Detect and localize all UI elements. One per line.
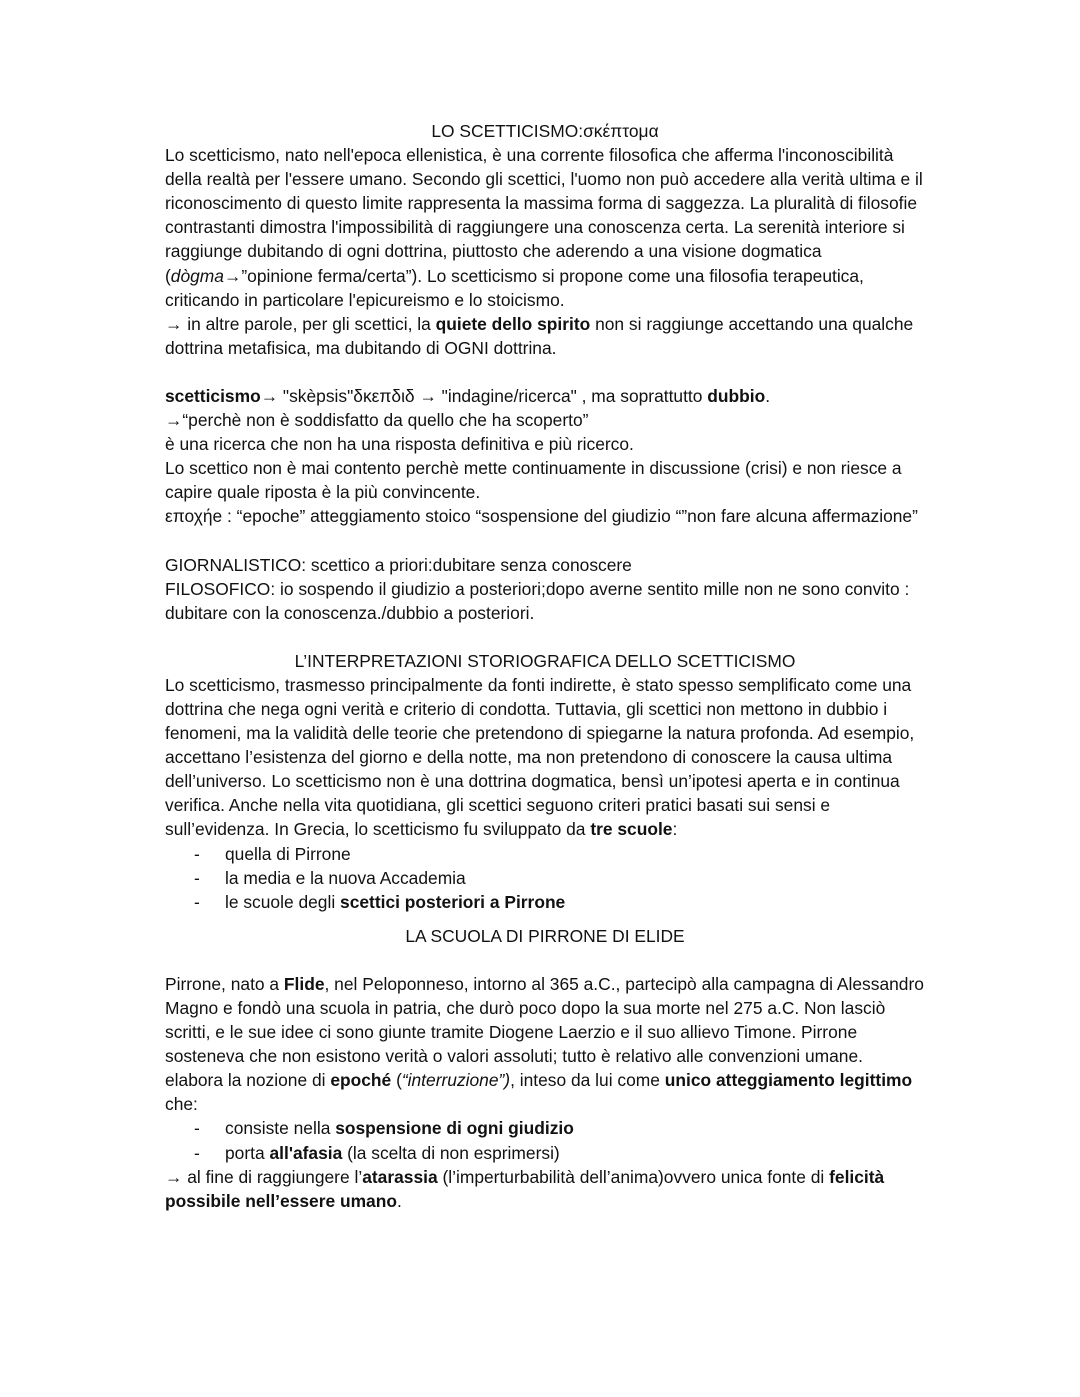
list-item: - porta all'afasia (la scelta di non esprimersi) [194,1142,560,1163]
paragraph-atarassia: → al fine di raggiungere l’atarassia (l’imperturbabilità dell’anima)ovvero unica fonte di felicità possibile nell’essere umano. [165,1166,885,1211]
paragraph-never-content: Lo scettico non è mai contento perchè mette continuamente in discussione (crisi) e non riesce a capire quale riposta è la più convincente. [165,458,902,503]
paragraph-filosofico: FILOSOFICO: io sospendo il giudizio a posteriori;dopo averne sentito mille non ne sono convito : dubitare con la conoscenza./dubbio a posteriori. [165,578,910,623]
paragraph-research: è una ricerca che non ha una risposta definitiva e più ricerco. [165,434,634,455]
section-title-scetticismo: LO SCETTICISMO:σκέπτομα [431,121,659,141]
section-title-interpretazioni: L’INTERPRETAZIONI STORIOGRAFICA DELLO SCETTICISMO [294,650,796,671]
section-title-pirrone: LA SCUOLA DI PIRRONE DI ELIDE [405,925,685,946]
list-item: - consiste nella sospensione di ogni giudizio [194,1118,574,1139]
paragraph-quiete: → in altre parole, per gli scettici, la quiete dello spirito non si raggiunge accettando una qualche dottrina metafisica, ma dubitando di OGNI dottrina. [165,313,914,358]
paragraph-interpretazioni: Lo scetticismo, trasmesso principalmente da fonti indirette, è stato spesso semplificato come una dottrina che nega ogni verità e criterio di condotta. Tuttavia, gli scettici non mettono in dubbio i fenomeni, ma la validità delle teorie che pretendono di spiegarne la natura profonda. Ad esempio, accettano l’esistenza del giorno e della notte, ma non pretendono di conoscere la causa ultima dell’universo. Lo scetticismo non è una dottrina dogmatica, bensì un’ipotesi aperta e in continua verifica. Anche nella vita quotidiana, gli scettici seguono criteri pratici basati sui sensi e sull’evidenza. In Grecia, lo scetticismo fu sviluppato da tre scuole: [165,674,915,840]
paragraph-etymology: scetticismo→ "skèpsis"δκεπδιδ → "indagine/ricerca" , ma soprattutto dubbio. [165,385,771,406]
paragraph-giornalistico: GIORNALISTICO: scettico a priori:dubitare senza conoscere [165,554,632,575]
schools-list [165,842,925,914]
paragraph-epoche: εποχήe : “epoche” atteggiamento stoico “sospensione del giudizio “”non fare alcuna affermazione” [165,506,918,527]
paragraph-epoche-nozione: elabora la nozione di epoché (“interruzione”), inteso da lui come unico atteggiamento legittimo che: [165,1070,913,1115]
paragraph-intro: Lo scetticismo, nato nell'epoca ellenistica, è una corrente filosofica che afferma l'inconoscibilità della realtà per l'essere umano. Secondo gli scettici, l'uomo non può accedere alla verità ultima e il riconoscimento di questo limite rappresenta la massima forma di saggezza. La pluralità di filosofie contrastanti dimostra l'impossibilità di raggiungere una conoscenza certa. La serenità interiore si raggiunge dubitando di ogni dottrina, piuttosto che aderendo a una visione dogmatica (dògma→”opinione ferma/certa”). Lo scetticismo si propone come una filosofia terapeutica, criticando in particolare l'epicureismo e lo stoicismo. [165,145,923,310]
list-item: - le scuole degli scettici posteriori a Pirrone [194,891,566,912]
list-item: - quella di Pirrone [194,843,351,864]
paragraph-not-satisfied: →“perchè non è soddisfatto da quello che ha scoperto” [165,410,589,431]
document-page [165,119,925,1213]
epoche-list [165,1116,925,1164]
paragraph-pirrone-bio: Pirrone, nato a Flide, nel Peloponneso, intorno al 365 a.C., partecipò alla campagna di Alessandro Magno e fondò una scuola in patria, che durò poco dopo la sua morte nel 275 a.C. Non lasciò scritti, e le sue idee ci sono giunte tramite Diogene Laerzio e il suo allievo Timone. Pirrone sosteneva che non esistono verità o valori assoluti; tutto è relativo alle convenzioni umane. [165,973,924,1067]
list-item: - la media e la nuova Accademia [194,867,466,888]
